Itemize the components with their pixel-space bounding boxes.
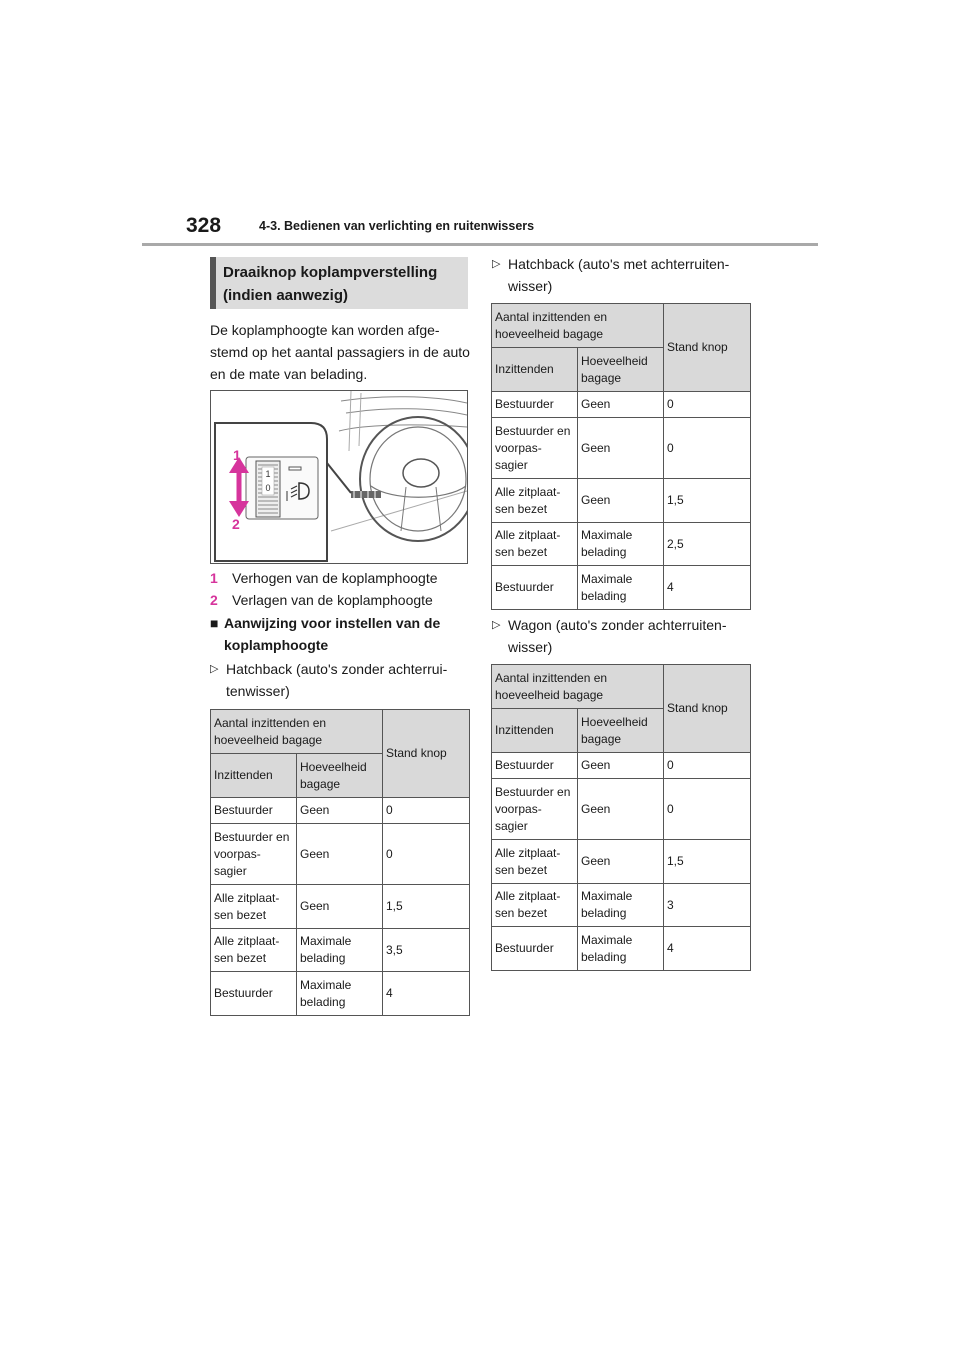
table-header-col1: Inzittenden [492, 709, 578, 753]
table-row [492, 479, 751, 523]
table-cell: Maximale belading [297, 929, 383, 972]
dial-label-bottom: 0 [265, 483, 271, 493]
table-cell: Geen [578, 392, 664, 418]
table-cell: Alle zitplaat- sen bezet [492, 479, 578, 523]
table-cell: 4 [664, 927, 751, 971]
table-cell: 4 [664, 566, 751, 610]
table-cell: Geen [297, 885, 383, 929]
table-row [211, 972, 470, 1016]
square-bullet-icon: ■ [210, 615, 219, 631]
table-row [211, 824, 470, 885]
table-cell: Maximale belading [578, 566, 664, 610]
table-row [492, 566, 751, 610]
variant-caption-text: Wagon (auto's zonder achterruiten- wisser) [508, 617, 727, 655]
table-row [211, 929, 470, 972]
table-row [492, 779, 751, 840]
table-cell: Maximale belading [578, 927, 664, 971]
dashboard-drawing [211, 391, 468, 564]
section-heading: Draaiknop koplampverstelling (indien aanwezig) [210, 257, 468, 309]
triangle-bullet-icon: ▷ [492, 258, 501, 270]
dial-label-top: 1 [265, 469, 271, 479]
table-cell: Bestuurder [211, 798, 297, 824]
table-cell: 3 [664, 884, 751, 927]
variant-caption-text: Hatchback (auto's met achterruiten- wisser) [508, 256, 730, 294]
table-cell: Alle zitplaat- sen bezet [492, 523, 578, 566]
table-cell: Alle zitplaat- sen bezet [211, 885, 297, 929]
table-cell: Bestuurder en voorpas- sagier [211, 824, 297, 885]
table-header-col2: Hoeveelheid bagage [578, 709, 664, 753]
table-header-group: Aantal inzittenden en hoeveelheid bagage [492, 665, 664, 709]
marker-2: 2 [232, 516, 240, 532]
table-cell: Geen [578, 753, 664, 779]
table-cell: 2,5 [664, 523, 751, 566]
table-cell: Bestuurder [492, 566, 578, 610]
table-row [492, 392, 751, 418]
variant-caption [210, 658, 472, 702]
table-cell: 0 [664, 392, 751, 418]
table-row [492, 753, 751, 779]
headlamp-dial-illustration [210, 390, 468, 564]
table-cell: 4 [383, 972, 470, 1016]
table-cell: Bestuurder [492, 927, 578, 971]
table-cell: 3,5 [383, 929, 470, 972]
intro-paragraph: De koplamphoogte kan worden afge- stemd op het aantal passagiers in de auto en de mate van belading. [210, 322, 470, 382]
item-text: Verlagen van de koplamphoogte [232, 592, 433, 608]
table-header-right: Stand knop [664, 665, 751, 753]
table-cell: 1,5 [664, 479, 751, 523]
table-cell: Bestuurder [492, 753, 578, 779]
table-row [492, 418, 751, 479]
table-row [492, 523, 751, 566]
table-cell: 1,5 [664, 840, 751, 884]
note-heading [210, 612, 472, 656]
chapter-title: 4-3. Bedienen van verlichting en ruitenwissers [259, 219, 535, 233]
item-number: 2 [210, 592, 218, 608]
table-cell: Maximale belading [578, 523, 664, 566]
page-number: 328 [186, 214, 222, 237]
spec-table [491, 664, 751, 971]
table-cell: Geen [578, 479, 664, 523]
table-header-col2: Hoeveelheid bagage [297, 754, 383, 798]
table-cell: Bestuurder en voorpas- sagier [492, 779, 578, 840]
triangle-bullet-icon: ▷ [210, 663, 219, 675]
variant-caption [492, 253, 754, 297]
table-cell: 0 [664, 779, 751, 840]
table-row [492, 840, 751, 884]
table-cell: 1,5 [383, 885, 470, 929]
table-row [211, 885, 470, 929]
table-header-right: Stand knop [383, 710, 470, 798]
table-header-col1: Inzittenden [492, 348, 578, 392]
table-header-col2: Hoeveelheid bagage [578, 348, 664, 392]
item-text: Verhogen van de koplamphoogte [232, 570, 438, 586]
table-cell: Alle zitplaat- sen bezet [492, 840, 578, 884]
table-cell: Geen [578, 779, 664, 840]
table-cell: Geen [297, 824, 383, 885]
table-cell: 0 [383, 824, 470, 885]
table-cell: Bestuurder en voorpas- sagier [492, 418, 578, 479]
table-row [211, 798, 470, 824]
list-item [210, 589, 433, 611]
table-header-col1: Inzittenden [211, 754, 297, 798]
variant-caption-text: Hatchback (auto's zonder achterrui- tenwisser) [226, 661, 448, 699]
item-number: 1 [210, 570, 218, 586]
table-cell: Alle zitplaat- sen bezet [492, 884, 578, 927]
triangle-bullet-icon: ▷ [492, 619, 501, 631]
table-cell: 0 [383, 798, 470, 824]
table-cell: Geen [578, 840, 664, 884]
table-row [492, 927, 751, 971]
marker-1: 1 [233, 447, 241, 463]
table-cell: Maximale belading [297, 972, 383, 1016]
list-item [210, 567, 438, 589]
table-row [492, 884, 751, 927]
table-cell: Maximale belading [578, 884, 664, 927]
table-cell: Alle zitplaat- sen bezet [211, 929, 297, 972]
variant-caption [492, 614, 754, 658]
note-heading-text: Aanwijzing voor instellen van de koplamphoogte [224, 615, 441, 653]
table-cell: 0 [664, 418, 751, 479]
table-header-group: Aantal inzittenden en hoeveelheid bagage [492, 304, 664, 348]
table-cell: Geen [297, 798, 383, 824]
table-header-group: Aantal inzittenden en hoeveelheid bagage [211, 710, 383, 754]
table-cell: Bestuurder [211, 972, 297, 1016]
spec-table [210, 709, 470, 1016]
table-header-right: Stand knop [664, 304, 751, 392]
table-cell: Bestuurder [492, 392, 578, 418]
header-divider [142, 243, 818, 246]
table-cell: 0 [664, 753, 751, 779]
spec-table [491, 303, 751, 610]
table-cell: Geen [578, 418, 664, 479]
